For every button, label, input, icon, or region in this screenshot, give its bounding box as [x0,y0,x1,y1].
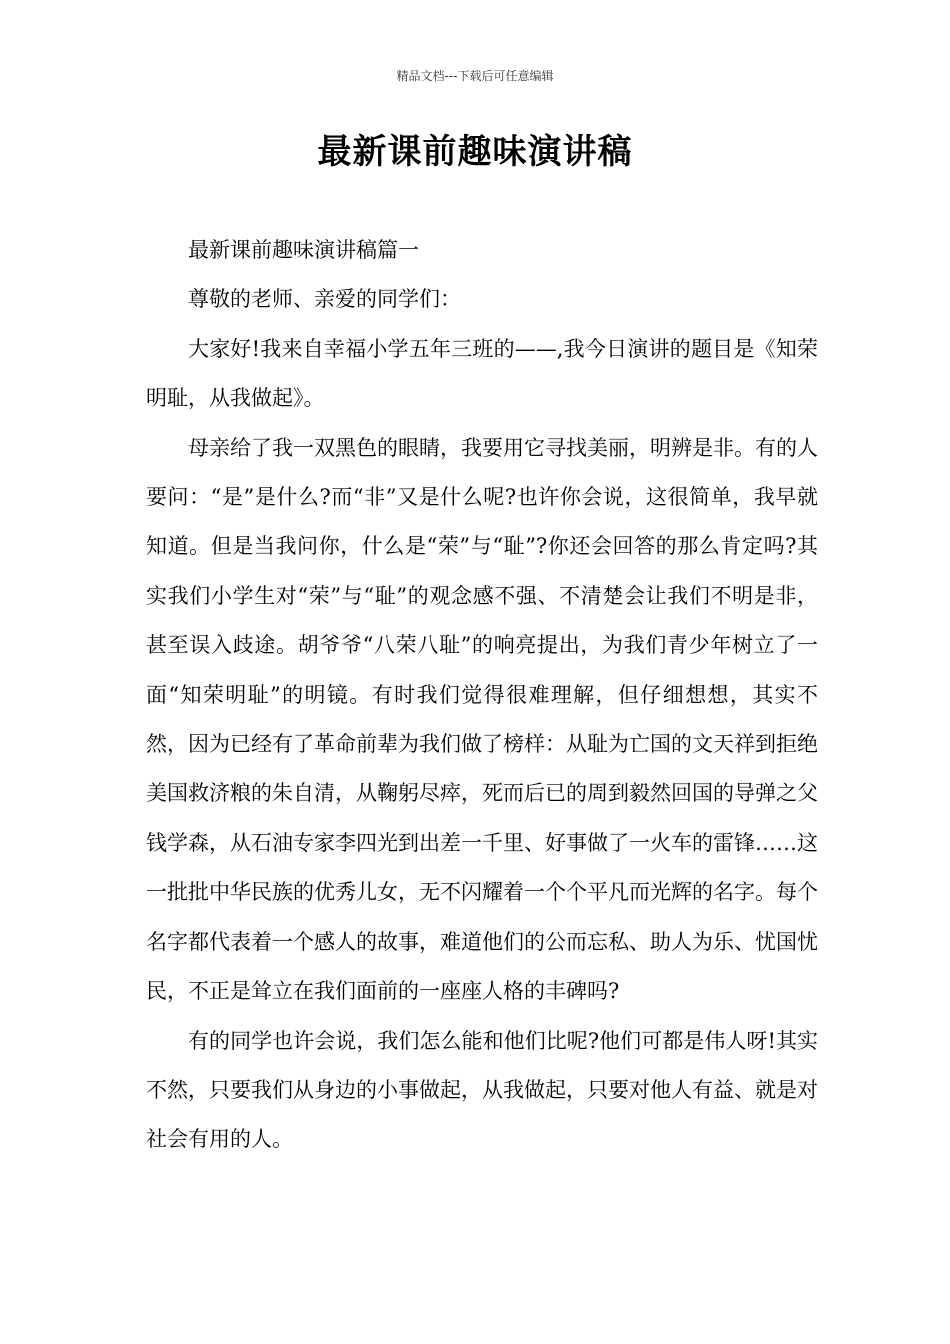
paragraph-intro: 大家好!我来自幸福小学五年三班的——,我今日演讲的题目是《知荣明耻，从我做起》。 [146,336,818,411]
paragraph-greeting: 尊敬的老师、亲爱的同学们： [188,287,461,312]
paragraph-main: 母亲给了我一双黑色的眼睛，我要用它寻找美丽，明辨是非。有的人要问：“是”是什么?而“非”又是什么呢?也许你会说，这很简单，我早就知道。但是当我问你，什么是“荣”与“耻”?你还会回答的那么肯定吗?其实我们小学生对“荣”与“耻”的观念感不强、不清楚会让我们不明是非，甚至误入歧途。胡爷爷“八荣八耻”的响亮提出，为我们青少年树立了一面“知荣明耻”的明镜。有时我们觉得很难理解，但仔细想想，其实不然，因为已经有了革命前辈为我们做了榜样：从耻为亡国的文天祥到拒绝美国救济粮的朱自清，从鞠躬尽瘁，死而后已的周到毅然回国的导弹之父钱学森，从石油专家李四光到出差一千里、好事做了一火车的雷锋……这一批批中华民族的优秀儿女，无不闪耀着一个个平凡而光辉的名字。每个名字都代表着一个感人的故事，难道他们的公而忘私、助人为乐、忧国忧民，不正是耸立在我们面前的一座座人格的丰碑吗? [146,435,818,1004]
document-body [146,226,818,1165]
document-title: 最新课前趣味演讲稿 [317,132,633,172]
paragraph-closing: 有的同学也许会说，我们怎么能和他们比呢?他们可都是伟人呀!其实不然，只要我们从身边的小事做起，从我做起，只要对他人有益、就是对社会有用的人。 [146,1028,818,1152]
header-note: 精品文档---下载后可任意编辑 [396,69,554,83]
paragraph-heading: 最新课前趣味演讲稿篇一 [188,238,419,262]
